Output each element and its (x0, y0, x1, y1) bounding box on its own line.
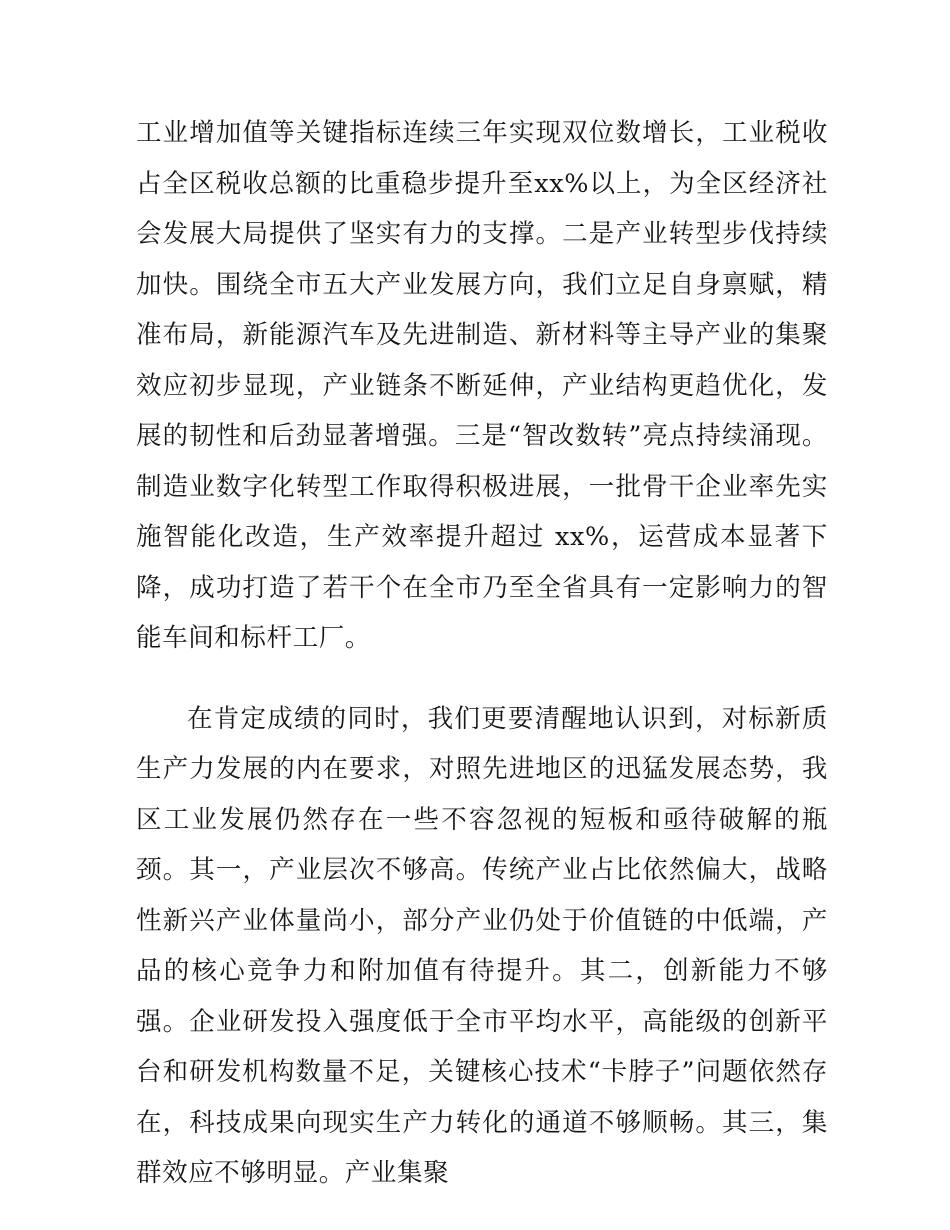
paragraph-spacer (136, 664, 828, 694)
paragraph-2: 在肯定成绩的同时，我们更要清醒地认识到，对标新质生产力发展的内在要求，对照先进地区的迅猛发展态势，我区工业发展仍然存在一些不容忽视的短板和亟待破解的瓶颈。其一，产业层次不够高。传统产业占比依然偏大，战略性新兴产业体量尚小，部分产业仍处于价值链的中低端，产品的核心竞争力和附加值有待提升。其二，创新能力不够强。企业研发投入强度低于全市平均水平，高能级的创新平台和研发机构数量不足，关键核心技术“卡脖子”问题依然存在，科技成果向现实生产力转化的通道不够顺畅。其三，集群效应不够明显。产业集聚 (136, 703, 828, 1188)
document-body (136, 108, 828, 1199)
paragraph-1: 工业增加值等关键指标连续三年实现双位数增长，工业税收占全区税收总额的比重稳步提升至xx%以上，为全区经济社会发展大局提供了坚实有力的支撑。二是产业转型步伐持续加快。围绕全市五大产业发展方向，我们立足自身禀赋，精准布局，新能源汽车及先进制造、新材料等主导产业的集聚效应初步显现，产业链条不断延伸，产业结构更趋优化，发展的韧性和后劲显著增强。三是“智改数转”亮点持续涌现。制造业数字化转型工作取得积极进展，一批骨干企业率先实施智能化改造，生产效率提升超过 xx%，运营成本显著下降，成功打造了若干个在全市乃至全省具有一定影响力的智能车间和标杆工厂。 (136, 118, 828, 653)
